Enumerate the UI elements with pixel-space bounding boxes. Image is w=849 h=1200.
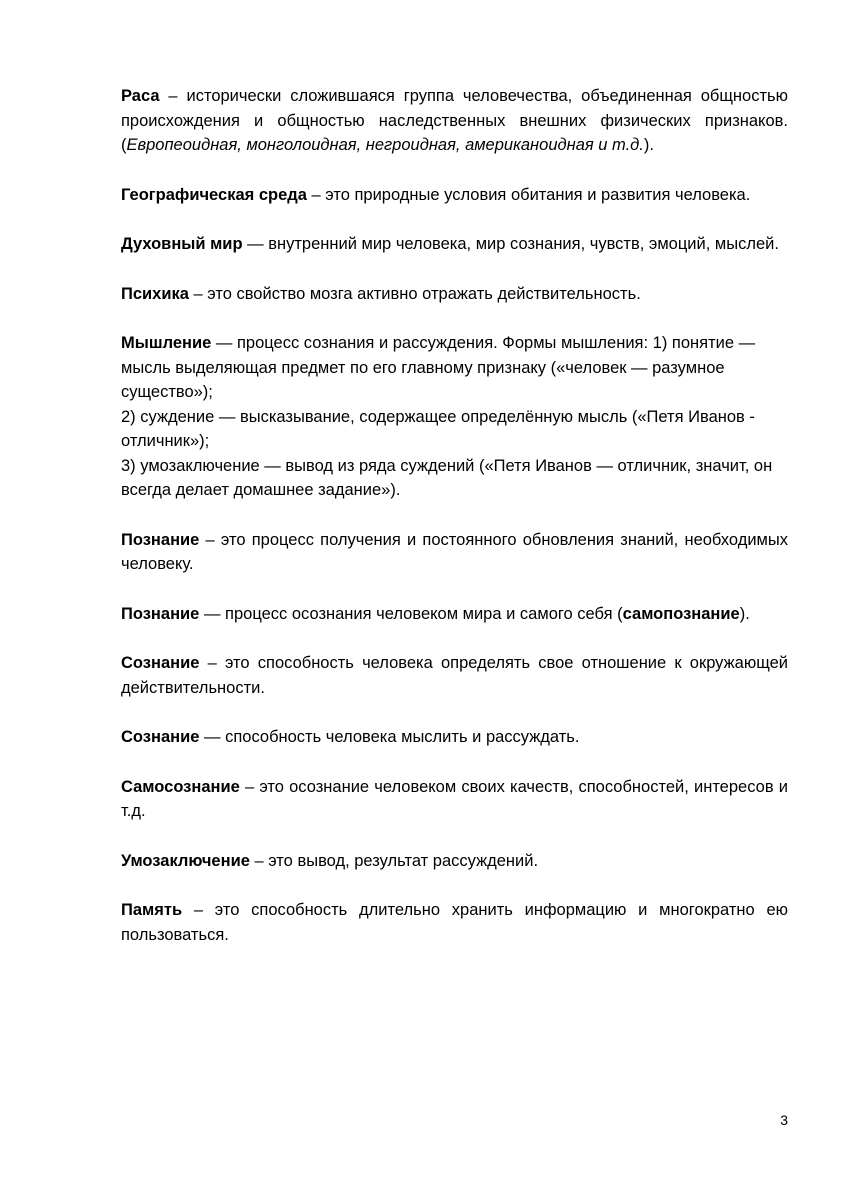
thinking-form-judgment: 2) суждение — высказывание, содержащее определённую мысль («Петя Иванов - отличник»);	[121, 407, 755, 450]
definition-text: — способность человека мыслить и рассуждать.	[199, 728, 580, 746]
definition-text: – это свойство мозга активно отражать действительность.	[188, 284, 641, 303]
term-geographic-environment: Географическая среда	[121, 185, 307, 204]
definition-rasa	[121, 84, 788, 158]
definition-thinking	[121, 331, 788, 503]
term-rasa: Раса	[121, 87, 160, 105]
definition-text: – это процесс получения и постоянного обновления знаний, необходимых человеку.	[121, 530, 788, 573]
term-spiritual-world: Духовный мир	[121, 235, 243, 253]
definition-memory	[121, 898, 788, 947]
definition-tail: ).	[739, 604, 750, 623]
term-consciousness: Сознание	[121, 654, 200, 672]
definition-inference	[121, 849, 788, 874]
page-number: 3	[780, 1112, 788, 1128]
thinking-line-1	[121, 331, 788, 405]
thinking-form-inference: 3) умозаключение — вывод из ряда суждений («Петя Иванов — отличник, значит, он всегда делает домашнее задание»).	[121, 456, 773, 499]
term-self-cognition: самопознание	[622, 604, 740, 623]
definition-cognition-2	[121, 602, 788, 627]
definition-spiritual-world	[121, 232, 788, 257]
definition-text: – это осознание человеком своих качеств, способностей, интересов и т.д.	[121, 777, 788, 820]
glossary-content	[121, 84, 788, 972]
term-cognition: Познание	[121, 604, 200, 623]
term-psyche: Психика	[121, 284, 189, 303]
definition-text: – это природные условия обитания и развития человека.	[306, 185, 751, 204]
definition-psyche	[121, 282, 788, 307]
definition-text: — процесс сознания и рассуждения. Формы мышления: 1) понятие — мысль выделяющая предмет по его главному признаку («человек — разумное существо»);	[121, 334, 756, 401]
definition-self-awareness	[121, 775, 788, 824]
definition-text: – это способность человека определять свое отношение к окружающей действительности.	[121, 654, 788, 697]
term-memory: Память	[121, 901, 183, 919]
definition-text: – исторически сложившаяся группа человечества, объединенная общностью происхождения и общностью наследственных внешних физических признаков. (	[121, 87, 788, 154]
definition-consciousness-2	[121, 725, 788, 750]
definition-tail: ).	[643, 136, 654, 154]
term-self-awareness: Самосознание	[121, 777, 240, 796]
definition-text: – это способность длительно хранить информацию и многократно ею пользоваться.	[121, 901, 788, 944]
definition-geographic-environment	[121, 183, 788, 208]
definition-text: — внутренний мир человека, мир сознания, чувств, эмоций, мыслей.	[242, 235, 779, 253]
race-examples: Европеоидная, монголоидная, негроидная, американоидная и т.д.	[126, 136, 644, 154]
definition-text: – это вывод, результат рассуждений.	[249, 851, 539, 870]
term-cognition: Познание	[121, 530, 200, 549]
definition-consciousness-1	[121, 651, 788, 700]
term-inference: Умозаключение	[121, 851, 250, 870]
term-thinking: Мышление	[121, 334, 212, 352]
definition-cognition-1	[121, 528, 788, 577]
definition-text: — процесс осознания человеком мира и самого себя (	[199, 604, 623, 623]
term-consciousness: Сознание	[121, 728, 200, 746]
